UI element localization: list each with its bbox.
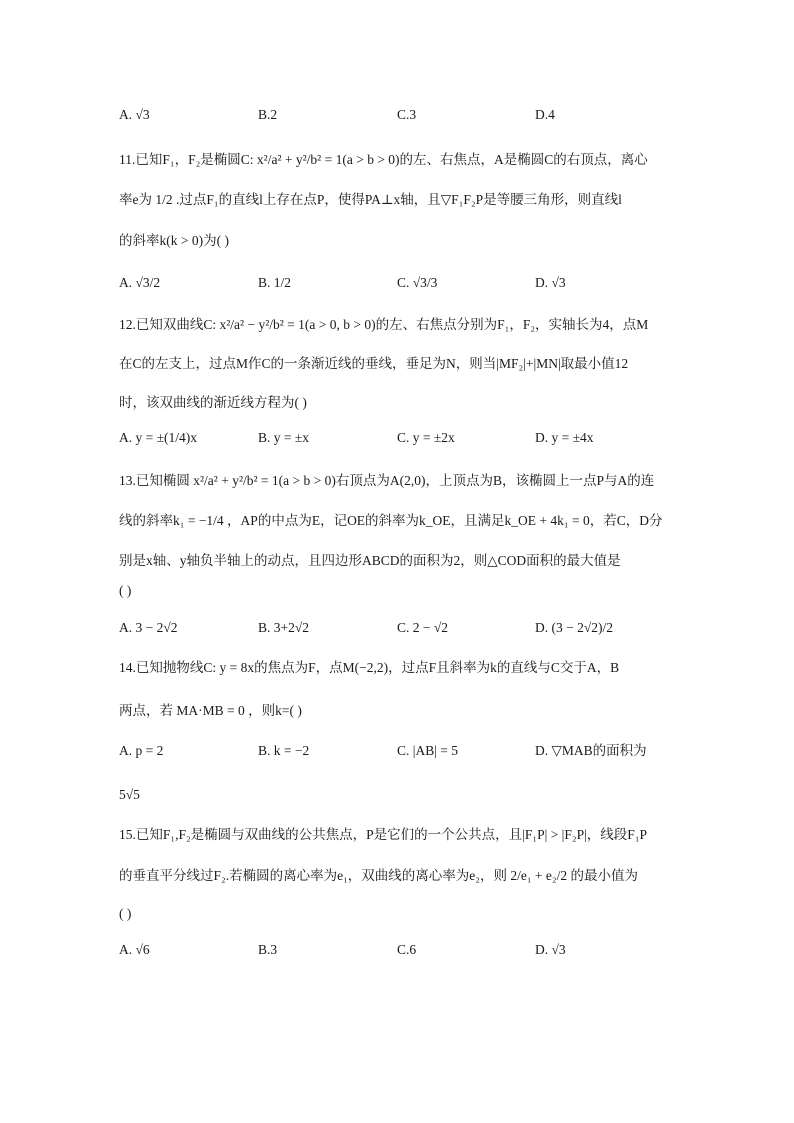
q15-option-b: B.3 [258,942,278,957]
q11-line-1: 11.已知F₁，F₂是椭圆C: x²/a² + y²/b² = 1(a > b > 0)的左、右焦点，A是椭圆C的右顶点，离心 [119,152,648,167]
q13-option-a: A. 3 − 2√2 [119,620,178,635]
q11-options [119,272,679,294]
q14-option-b: B. k = −2 [258,743,310,758]
q13-line-2: 线的斜率k₁ = −1/4 ，AP的中点为E，记OE的斜率为k_OE，且满足k_OE + 4k₁ = 0，若C，D分 [119,513,663,528]
q12-line-1: 12.已知双曲线C: x²/a² − y²/b² = 1(a > 0, b > 0)的左、右焦点分别为F₁，F₂，实轴长为4，点M [119,317,649,332]
q15-line-3: ( ) [119,906,132,921]
q11-option-c: C. √3/3 [397,275,438,290]
q13-options [119,617,679,639]
q14-line-2: 两点，若 MA·MB = 0 ，则k=( ) [119,703,302,718]
q12-line-2: 在C的左支上，过点M作C的一条渐近线的垂线，垂足为N，则当|MF₂|+|MN|取最小值12 [119,356,629,371]
q10-option-b: B.2 [258,107,278,122]
q14-option-d: D. ▽MAB的面积为 [535,743,647,758]
q15-option-d: D. √3 [535,942,566,957]
q10-option-c: C.3 [397,107,417,122]
q12-option-c: C. y = ±2x [397,430,455,445]
q15-option-c: C.6 [397,942,417,957]
q12-options [119,427,679,449]
q13-option-b: B. 3+2√2 [258,620,310,635]
q14-line-1: 14.已知抛物线C: y = 8x的焦点为F，点M(−2,2)，过点F且斜率为k的直线与C交于A，B [119,660,620,675]
q14-options [119,740,679,762]
q11-option-d: D. √3 [535,275,566,290]
q14-option-a: A. p = 2 [119,743,164,758]
q11-option-b: B. 1/2 [258,275,292,290]
q12-option-b: B. y = ±x [258,430,310,445]
q12-option-d: D. y = ±4x [535,430,594,445]
q12-line-3: 时，该双曲线的渐近线方程为( ) [119,395,307,410]
q14-option-d-continuation: 5√5 [119,787,140,802]
q15-options [119,939,679,961]
q13-option-c: C. 2 − √2 [397,620,449,635]
q14-option-c: C. |AB| = 5 [397,743,459,758]
q12-option-a: A. y = ±(1/4)x [119,430,198,445]
q11-line-2: 率e为 1/2 .过点F₁的直线l上存在点P，使得PA⊥x轴，且▽F₁F₂P是等腰三角形，则直线l [119,192,622,207]
q10-options [119,104,679,126]
q15-option-a: A. √6 [119,942,150,957]
q13-line-3: 别是x轴、y轴负半轴上的动点，且四边形ABCD的面积为2，则△COD面积的最大值是 [119,553,621,568]
q10-option-d: D.4 [535,107,555,122]
q10-option-a: A. √3 [119,107,150,122]
q15-line-1: 15.已知F₁,F₂是椭圆与双曲线的公共焦点，P是它们的一个公共点，且|F₁P| > |F₂P|，线段F₁P [119,827,648,842]
q11-line-3: 的斜率k(k > 0)为( ) [119,233,229,248]
q13-option-d: D. (3 − 2√2)/2 [535,620,614,635]
q11-option-a: A. √3/2 [119,275,161,290]
q13-line-4: ( ) [119,583,132,598]
q13-line-1: 13.已知椭圆 x²/a² + y²/b² = 1(a > b > 0)右顶点为A(2,0)，上顶点为B，该椭圆上一点P与A的连 [119,473,655,488]
q15-line-2: 的垂直平分线过F₂.若椭圆的离心率为e₁，双曲线的离心率为e₂，则 2/e₁ + e₂/2 的最小值为 [119,868,638,883]
